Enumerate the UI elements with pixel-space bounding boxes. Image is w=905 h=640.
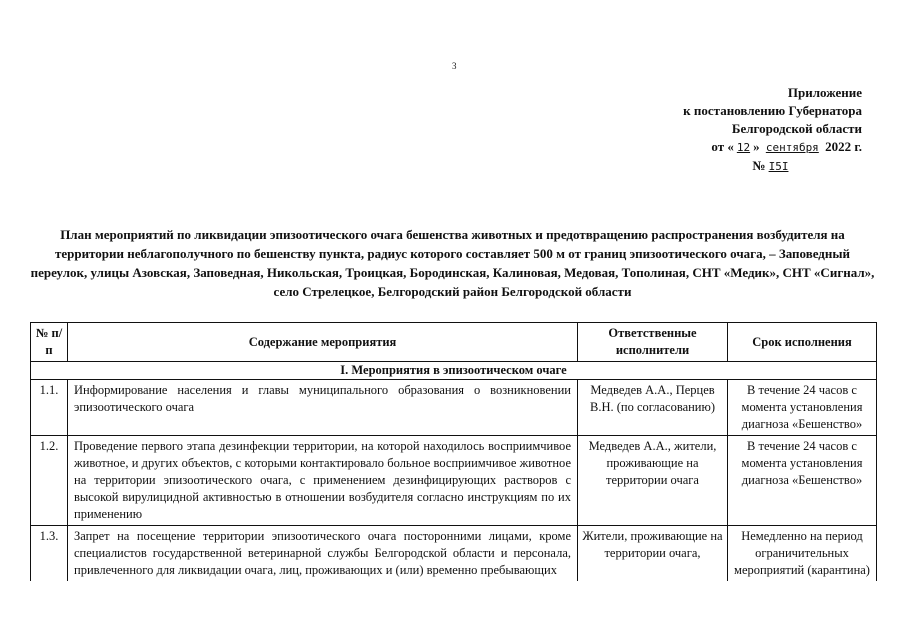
measures-table	[30, 322, 877, 581]
date-prefix: от «	[711, 139, 734, 154]
table-header-row	[31, 323, 877, 362]
row-num: 1.3.	[31, 526, 68, 582]
number-label: №	[752, 158, 766, 173]
appendix-number	[622, 157, 862, 176]
row-deadline: В течение 24 часов с момента установления диагноза «Бешенство»	[728, 436, 877, 526]
appendix-line3: Белгородской области	[731, 121, 862, 136]
header-num: № п/п	[31, 323, 68, 362]
row-content: Информирование населения и главы муниципального образования о возникновении эпизоотического очага	[68, 380, 578, 436]
row-responsible: Медведев А.А., жители, проживающие на территории очага	[578, 436, 728, 526]
table-row	[31, 436, 877, 526]
row-content: Проведение первого этапа дезинфекции территории, на которой находилось восприимчивое животное, и других объектов, с которыми контактировало больное восприимчивое животное на территории эпизоотического очага, с применением дезинфицирующих растворов с высокой вирулицидной активностью в отношении возбудителя согласно инструкциям по их применению	[68, 436, 578, 526]
header-content: Содержание мероприятия	[68, 323, 578, 362]
page-number: 3	[452, 61, 457, 71]
row-deadline: Немедленно на период ограничительных мероприятий (карантина)	[728, 526, 877, 582]
section-title: I. Мероприятия в эпизоотическом очаге	[31, 362, 877, 380]
row-num: 1.2.	[31, 436, 68, 526]
appendix-date	[622, 138, 862, 157]
appendix-title: Приложение	[787, 85, 862, 100]
header-responsible: Ответственные исполнители	[578, 323, 728, 362]
section-row	[31, 362, 877, 380]
appendix-line2: к постановлению Губернатора	[683, 103, 862, 118]
document-number: I5I	[768, 160, 789, 173]
row-content: Запрет на посещение территории эпизоотического очага посторонними лицами, кроме специалистов государственной ветеринарной службы Белгородской области и персонала, привлеченного для ликвидации очага, лиц, проживающих и (или) временно пребывающих	[68, 526, 578, 582]
header-deadline: Срок исполнения	[728, 323, 877, 362]
date-month: сентября	[765, 141, 819, 154]
table-row	[31, 526, 877, 582]
row-num: 1.1.	[31, 380, 68, 436]
date-mid: »	[753, 139, 760, 154]
row-deadline: В течение 24 часов с момента установления диагноза «Бешенство»	[728, 380, 877, 436]
row-responsible: Жители, проживающие на территории очага,	[578, 526, 728, 582]
date-day: 12	[736, 141, 751, 154]
table-row	[31, 380, 877, 436]
plan-title: План мероприятий по ликвидации эпизоотического очага бешенства животных и предотвращению распространения возбудителя на территории неблагополучного по бешенству пункта, радиус которого составляет 500 м от границ эпизоотического очага, – Заповедный переулок, улицы Азовская, Заповедная, Никольская, Троицкая, Бородинская, Калиновая, Медовая, Тополиная, СНТ «Медик», СНТ «Сигнал», село Стрелецкое, Белгородский район Белгородской области	[30, 227, 875, 299]
date-year: 2022 г.	[825, 139, 862, 154]
row-responsible: Медведев А.А., Перцев В.Н. (по согласованию)	[578, 380, 728, 436]
appendix-block	[622, 84, 862, 176]
